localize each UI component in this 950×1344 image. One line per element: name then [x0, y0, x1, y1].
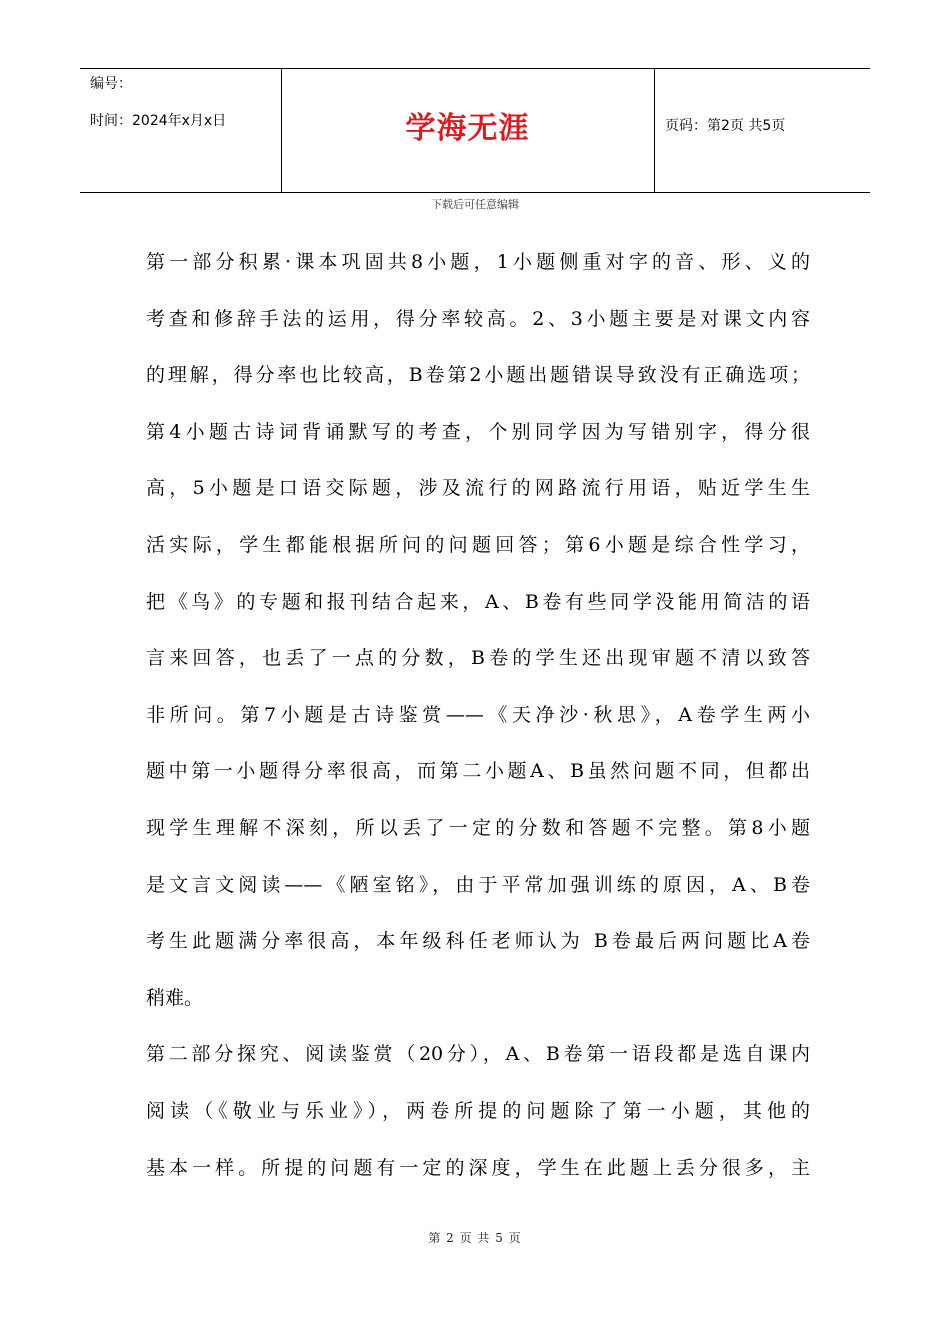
body-line: 把《鸟》的专题和报刊结合起来，A、B卷有些同学没能用简洁的语: [146, 590, 810, 613]
body-line: 非所问。第7小题是古诗鉴赏——《天净沙·秋思》，A卷学生两小: [146, 703, 810, 726]
header-info-cell: [80, 69, 282, 192]
document-header: [80, 68, 870, 193]
body-line: 言来回答，也丢了一点的分数，B卷的学生还出现审题不清以致答: [146, 647, 810, 670]
download-note: 下载后可任意编辑: [431, 198, 519, 211]
body-line: 基本一样。所提的问题有一定的深度，学生在此题上丢分很多，主: [146, 1156, 810, 1179]
body-line: 是文言文阅读——《陋室铭》，由于平常加强训练的原因，A、B卷: [146, 873, 810, 896]
body-line: 现学生理解不深刻，所以丢了一定的分数和答题不完整。第8小题: [146, 816, 810, 839]
body-line: 的理解，得分率也比较高，B卷第2小题出题错误导致没有正确选项；: [146, 364, 810, 387]
body-line: 考生此题满分率很高，本年级科任老师认为 B卷最后两问题比A卷: [146, 930, 810, 953]
brand-title: 学海无涯: [405, 111, 530, 146]
page-footer: 第 2 页 共 5 页: [428, 1231, 522, 1245]
body-line: 阅读（《敬业与乐业》），两卷所提的问题除了第一小题，其他的: [146, 1099, 810, 1122]
header-brand-cell: [281, 69, 655, 192]
body-line: 稍难。: [146, 986, 204, 1009]
body-line: 第二部分探究、阅读鉴赏（20分），A、B卷第一语段都是选自课内: [146, 1043, 810, 1066]
body-text: [146, 234, 810, 1196]
serial-number-label: 编号：: [90, 76, 132, 92]
page-code-label: 页码：第2页 共5页: [665, 118, 786, 134]
body-line: 高，5小题是口语交际题，涉及流行的网路流行用语，贴近学生生: [146, 477, 810, 500]
header-page-cell: [655, 69, 870, 192]
body-line: 第4小题古诗词背诵默写的考查，个别同学因为写错别字，得分很: [146, 420, 810, 443]
body-line: 考查和修辞手法的运用，得分率较高。2、3小题主要是对课文内容: [146, 307, 810, 330]
body-line: 活实际，学生都能根据所问的问题回答；第6小题是综合性学习，: [146, 533, 810, 556]
body-line: 题中第一小题得分率很高，而第二小题A、B虽然问题不同，但都出: [146, 760, 810, 783]
date-label: 时间：2024年x月x日: [90, 113, 227, 129]
body-line: 第一部分积累·课本巩固共8小题，1小题侧重对字的音、形、义的: [146, 251, 810, 273]
